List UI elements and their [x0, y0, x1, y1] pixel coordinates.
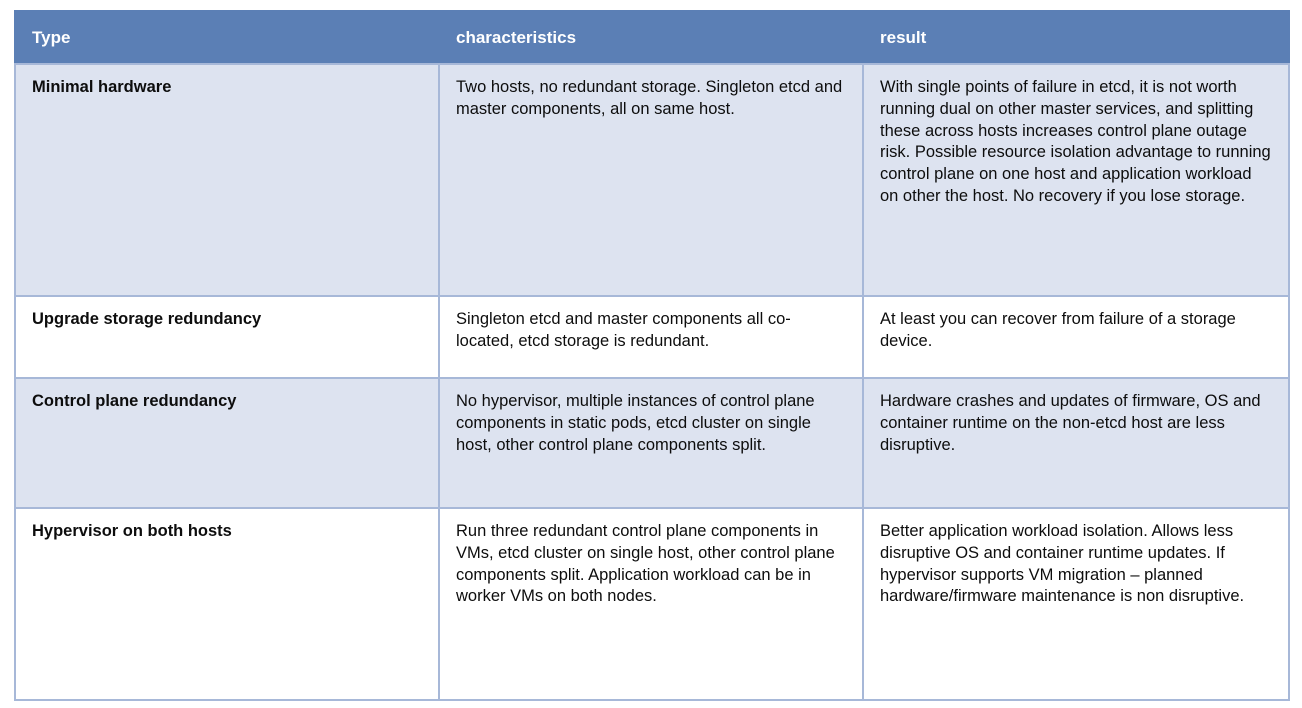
- type-cell: Minimal hardware: [15, 64, 439, 296]
- type-cell: Upgrade storage redundancy: [15, 296, 439, 378]
- table-row-minimal-hardware: [15, 64, 1289, 296]
- characteristics-cell: Two hosts, no redundant storage. Singleton etcd and master components, all on same host.: [439, 64, 863, 296]
- table-row-hypervisor-on-both-hosts: [15, 508, 1289, 700]
- table-row-upgrade-storage-redundancy: [15, 296, 1289, 378]
- characteristics-cell: Run three redundant control plane components in VMs, etcd cluster on single host, other control plane components split. Application workload can be in worker VMs on both nodes.: [439, 508, 863, 700]
- result-cell: Better application workload isolation. Allows less disruptive OS and container runtime updates. If hypervisor supports VM migration – planned hardware/firmware maintenance is non disruptive.: [863, 508, 1289, 700]
- table-row-control-plane-redundancy: [15, 378, 1289, 508]
- header-row: [15, 11, 1289, 64]
- ha-options-table: [14, 10, 1290, 701]
- type-cell: Control plane redundancy: [15, 378, 439, 508]
- characteristics-cell: No hypervisor, multiple instances of control plane components in static pods, etcd cluster on single host, other control plane components split.: [439, 378, 863, 508]
- characteristics-cell: Singleton etcd and master components all co-located, etcd storage is redundant.: [439, 296, 863, 378]
- column-header-type: Type: [15, 11, 439, 64]
- column-header-result: result: [863, 11, 1289, 64]
- result-cell: At least you can recover from failure of a storage device.: [863, 296, 1289, 378]
- type-cell: Hypervisor on both hosts: [15, 508, 439, 700]
- result-cell: With single points of failure in etcd, it is not worth running dual on other master services, and splitting these across hosts increases control plane outage risk. Possible resource isolation advantage to running control plane on one host and application workload on other the host. No recovery if you lose storage.: [863, 64, 1289, 296]
- column-header-characteristics: characteristics: [439, 11, 863, 64]
- result-cell: Hardware crashes and updates of firmware, OS and container runtime on the non-etcd host are less disruptive.: [863, 378, 1289, 508]
